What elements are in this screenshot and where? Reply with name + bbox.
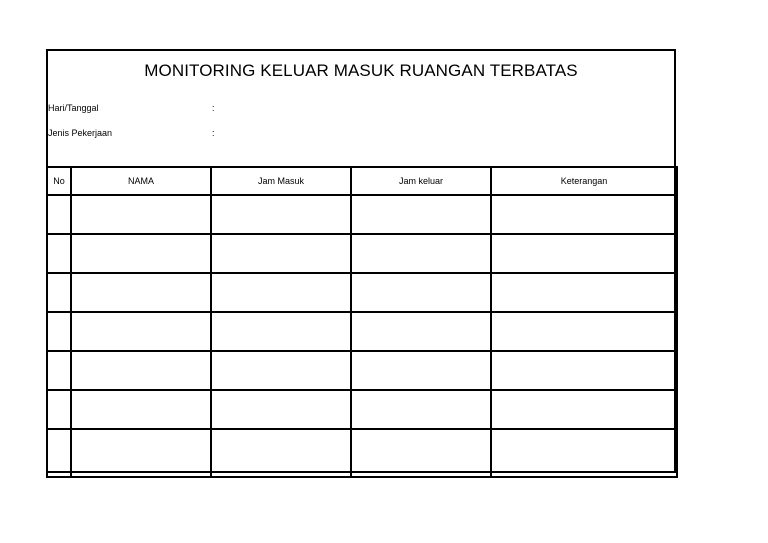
field-label-hari-tanggal: Hari/Tanggal bbox=[48, 103, 99, 113]
table-cell-jam-keluar[interactable] bbox=[351, 429, 491, 477]
table-cell-nama[interactable] bbox=[71, 234, 211, 273]
table-cell-keterangan[interactable] bbox=[491, 429, 677, 477]
table-cell-nama[interactable] bbox=[71, 195, 211, 234]
table-cell-jam-keluar[interactable] bbox=[351, 351, 491, 390]
table-cell-no[interactable] bbox=[47, 273, 71, 312]
table-cell-keterangan[interactable] bbox=[491, 195, 677, 234]
table-cell-keterangan[interactable] bbox=[491, 273, 677, 312]
field-separator-hari-tanggal: : bbox=[212, 103, 215, 113]
table-row bbox=[47, 312, 677, 351]
table-row bbox=[47, 351, 677, 390]
attendance-table bbox=[46, 166, 678, 478]
table-cell-keterangan[interactable] bbox=[491, 351, 677, 390]
table-cell-jam-masuk[interactable] bbox=[211, 273, 351, 312]
table-cell-no[interactable] bbox=[47, 429, 71, 477]
table-cell-keterangan[interactable] bbox=[491, 234, 677, 273]
table-cell-nama[interactable] bbox=[71, 390, 211, 429]
table-cell-keterangan[interactable] bbox=[491, 312, 677, 351]
table-row bbox=[47, 390, 677, 429]
column-header-nama: NAMA bbox=[71, 167, 211, 195]
column-header-jam-keluar: Jam keluar bbox=[351, 167, 491, 195]
table-cell-no[interactable] bbox=[47, 390, 71, 429]
table-cell-jam-keluar[interactable] bbox=[351, 195, 491, 234]
table-cell-jam-masuk[interactable] bbox=[211, 390, 351, 429]
table-cell-nama[interactable] bbox=[71, 429, 211, 477]
table-cell-jam-masuk[interactable] bbox=[211, 234, 351, 273]
table-row bbox=[47, 273, 677, 312]
table-cell-jam-keluar[interactable] bbox=[351, 390, 491, 429]
table-cell-nama[interactable] bbox=[71, 273, 211, 312]
column-header-keterangan: Keterangan bbox=[491, 167, 677, 195]
table-row bbox=[47, 234, 677, 273]
table-cell-no[interactable] bbox=[47, 351, 71, 390]
table-cell-nama[interactable] bbox=[71, 312, 211, 351]
table-cell-nama[interactable] bbox=[71, 351, 211, 390]
table-cell-no[interactable] bbox=[47, 234, 71, 273]
table-cell-jam-masuk[interactable] bbox=[211, 195, 351, 234]
table-row bbox=[47, 429, 677, 477]
column-header-jam-masuk: Jam Masuk bbox=[211, 167, 351, 195]
monitoring-form bbox=[46, 49, 676, 473]
field-separator-jenis-pekerjaan: : bbox=[212, 128, 215, 138]
table-cell-jam-keluar[interactable] bbox=[351, 234, 491, 273]
table-header-row bbox=[47, 167, 677, 195]
form-title: MONITORING KELUAR MASUK RUANGAN TERBATAS bbox=[144, 61, 578, 80]
table-cell-jam-masuk[interactable] bbox=[211, 351, 351, 390]
table-cell-keterangan[interactable] bbox=[491, 390, 677, 429]
table-row bbox=[47, 195, 677, 234]
field-label-jenis-pekerjaan: Jenis Pekerjaan bbox=[48, 128, 113, 138]
column-header-no: No bbox=[47, 167, 71, 195]
table-cell-jam-masuk[interactable] bbox=[211, 429, 351, 477]
table-cell-jam-keluar[interactable] bbox=[351, 273, 491, 312]
table-cell-jam-masuk[interactable] bbox=[211, 312, 351, 351]
table-cell-no[interactable] bbox=[47, 312, 71, 351]
table-cell-jam-keluar[interactable] bbox=[351, 312, 491, 351]
table-cell-no[interactable] bbox=[47, 195, 71, 234]
